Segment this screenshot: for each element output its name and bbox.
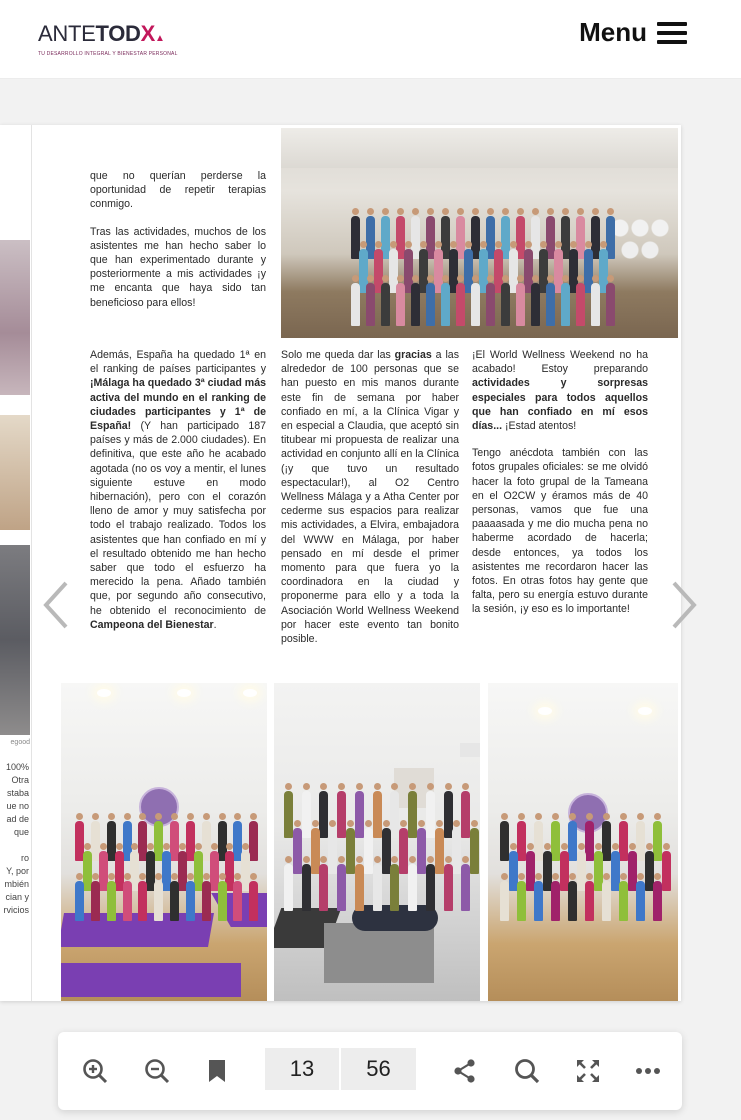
person-head	[382, 275, 389, 282]
prev-page-text: cian y	[5, 892, 29, 902]
person-figure	[91, 881, 100, 921]
person-head	[472, 208, 479, 215]
person-figure	[426, 791, 435, 838]
person-head	[502, 208, 509, 215]
previous-page-button[interactable]	[42, 580, 70, 630]
person-head	[219, 813, 226, 820]
person-head	[502, 275, 509, 282]
person-head	[397, 275, 404, 282]
person-head	[250, 873, 257, 880]
person-head	[427, 856, 434, 863]
article-paragraph: Tras las actividades, muchos de los asistentes me han hecho saber lo que han experimentado durante y posteriormente a mis actividades ¡y me encanta que haya sido tan beneficioso para ellos!	[90, 225, 266, 309]
article-column-3: ¡El World Wellness Weekend no ha acabado! Estoy preparando actividades y sorpresas especiales para todos aquellos que han confiado en mí esos días... ¡Estad atentos! Tengo anécdota también con las fotos grupales oficiales: se me olvidó hacer la foto grupal de la Tameana en el O2CW y éramos más de 40 personas, vamos que fue una paaaasada y me dio mucha pena no haberme acordado de hacerla; desde entonces, ya todos los asistentes me recordaron hacer las fotos. En otras fotos hay gente que falta, pero su energía estuvo durante la sesión, ¡y eso es lo importante!	[472, 349, 648, 616]
person-head	[518, 873, 525, 880]
person-head	[552, 813, 559, 820]
person-head	[629, 843, 636, 850]
person-head	[480, 241, 487, 248]
person-head	[600, 241, 607, 248]
group-photo-atha-1	[61, 683, 267, 1001]
prev-page-text: que	[13, 827, 29, 837]
person-head	[552, 873, 559, 880]
person-head	[405, 241, 412, 248]
person-figure	[591, 283, 600, 326]
person-figure	[531, 283, 540, 326]
person-head	[285, 783, 292, 790]
person-head	[234, 813, 241, 820]
person-figure	[452, 828, 461, 875]
person-head	[412, 208, 419, 215]
person-head	[250, 813, 257, 820]
person-head	[654, 813, 661, 820]
prev-page-text: ad de	[6, 814, 29, 824]
person-head	[124, 873, 131, 880]
person-figure	[653, 881, 662, 921]
person-figure	[364, 828, 373, 875]
person-figure	[426, 283, 435, 326]
person-figure	[568, 881, 577, 921]
person-figure	[218, 881, 227, 921]
person-head	[409, 856, 416, 863]
person-figure	[606, 283, 615, 326]
person-head	[462, 783, 469, 790]
person-figure	[561, 283, 570, 326]
person-head	[92, 873, 99, 880]
person-figure	[408, 791, 417, 838]
person-head	[100, 843, 107, 850]
person-figure	[154, 881, 163, 921]
person-figure	[534, 821, 543, 861]
magazine-page	[0, 125, 681, 1001]
person-head	[501, 813, 508, 820]
person-head	[360, 241, 367, 248]
person-head	[139, 813, 146, 820]
viewer-toolbar	[58, 1032, 682, 1110]
person-figure	[517, 881, 526, 921]
person-head	[219, 873, 226, 880]
prev-page-text: staba	[6, 788, 29, 798]
flipbook-viewer	[0, 80, 741, 1020]
person-head	[203, 873, 210, 880]
person-head	[518, 813, 525, 820]
person-head	[108, 873, 115, 880]
person-figure	[123, 881, 132, 921]
person-head	[555, 241, 562, 248]
person-head	[535, 873, 542, 880]
person-figure	[500, 881, 509, 921]
person-figure	[366, 283, 375, 326]
person-head	[171, 813, 178, 820]
menu-label: Menu	[579, 17, 647, 47]
person-figure	[426, 864, 435, 911]
article-column-1: Además, España ha quedado 1ª en el ranking de países participantes y ¡Málaga ha quedado 3ª ciudad más activa del mundo en el ranking de ciudades participantes y 1ª de España! (Y han participado 187 países y más de 2.000 ciudades). En definitiva, que este año he acabado agotada (no os voy a mentir, el lunes siguiente estuve en modo hibernación), pero con el corazón lleno de amor y muy satisfecha por todo el trabajo realizado. Todos los asistentes que han confiado en mí y el resultado obtenido me han hecho saber que todo el esfuerzo ha merecido la pena. Añado también que, por segundo año consecutivo, he obtenido el reconocimiento de Campeona del Bienestar.	[90, 349, 266, 631]
prev-page-text: ue no	[6, 801, 29, 811]
person-figure	[233, 881, 242, 921]
prev-page-text: rvicios	[3, 905, 29, 915]
person-figure	[328, 828, 337, 875]
person-head	[294, 820, 301, 827]
person-figure	[390, 791, 399, 838]
person-head	[374, 783, 381, 790]
person-head	[382, 208, 389, 215]
person-head	[612, 843, 619, 850]
person-head	[465, 241, 472, 248]
person-figure	[381, 283, 390, 326]
person-head	[517, 208, 524, 215]
person-head	[585, 241, 592, 248]
person-head	[420, 241, 427, 248]
person-head	[108, 813, 115, 820]
person-head	[375, 241, 382, 248]
person-head	[92, 813, 99, 820]
person-head	[457, 275, 464, 282]
person-head	[84, 843, 91, 850]
person-head	[397, 208, 404, 215]
person-head	[383, 820, 390, 827]
more-options-button[interactable]	[631, 1054, 665, 1088]
person-figure	[636, 881, 645, 921]
prev-page-photo	[0, 240, 30, 395]
person-head	[374, 856, 381, 863]
person-head	[445, 856, 452, 863]
person-figure	[551, 821, 560, 861]
person-head	[620, 873, 627, 880]
zoom-in-icon	[81, 1057, 109, 1085]
article-paragraph: que no querían perderse la oportunidad de repetir terapias conmigo.	[90, 170, 266, 211]
person-figure	[456, 283, 465, 326]
person-figure	[355, 864, 364, 911]
person-figure	[202, 881, 211, 921]
person-head	[547, 208, 554, 215]
person-head	[525, 241, 532, 248]
person-head	[320, 783, 327, 790]
chevron-left-icon	[42, 580, 70, 630]
person-figure	[619, 881, 628, 921]
person-head	[646, 843, 653, 850]
person-figure	[138, 881, 147, 921]
person-head	[586, 813, 593, 820]
person-figure	[355, 791, 364, 838]
article-column-2: Solo me queda dar las gracias a las alrededor de 100 personas que se han puesto en mis manos durante este fin de semana por haber confiado en mí, a la Clínica Vigar y en especial a Claudia, que aceptó sin titubear mi propuesta de realizar una actividad en conjunto allí en la Clínica (¡y que tuvo un resultado espectacular!), al O2 Centro Wellness Málaga y a Atha Center por cederme sus espacios para realizar mis actividades, a Elvira, embajadora del WWW en Málaga, por haber pensado en mí desde el primer momento para que fuera yo la coordinadora en la ciudad y proponerme para ello y a toda la Asociación World Wellness Weekend por hacer este evento tan bonito posible.	[281, 349, 459, 646]
person-head	[365, 820, 372, 827]
person-head	[427, 783, 434, 790]
person-head	[435, 241, 442, 248]
person-figure	[534, 881, 543, 921]
person-head	[603, 813, 610, 820]
person-figure	[516, 283, 525, 326]
group-photo-atha-2	[488, 683, 678, 1001]
person-head	[418, 820, 425, 827]
person-head	[487, 275, 494, 282]
person-figure	[585, 821, 594, 861]
person-head	[171, 873, 178, 880]
person-figure	[444, 864, 453, 911]
person-figure	[461, 791, 470, 838]
person-head	[620, 813, 627, 820]
person-head	[562, 275, 569, 282]
prev-page-text: Y, por	[6, 866, 29, 876]
person-head	[442, 275, 449, 282]
prev-page-text: mbién	[4, 879, 29, 889]
person-head	[562, 208, 569, 215]
person-figure	[249, 821, 258, 861]
person-head	[569, 813, 576, 820]
logo-tagline: TU DESARROLLO INTEGRAL Y BIENESTAR PERSONAL	[38, 51, 178, 57]
person-head	[320, 856, 327, 863]
person-head	[663, 843, 670, 850]
zoom-out-icon	[143, 1057, 171, 1085]
person-head	[352, 275, 359, 282]
person-head	[285, 856, 292, 863]
person-figure	[470, 828, 479, 875]
person-head	[495, 241, 502, 248]
person-head	[179, 843, 186, 850]
site-header	[0, 0, 741, 79]
person-head	[391, 856, 398, 863]
person-head	[607, 275, 614, 282]
site-logo[interactable]	[38, 22, 178, 57]
person-head	[462, 856, 469, 863]
person-figure	[517, 821, 526, 861]
person-head	[569, 873, 576, 880]
person-head	[445, 783, 452, 790]
person-figure	[75, 881, 84, 921]
person-head	[412, 275, 419, 282]
person-head	[472, 275, 479, 282]
person-head	[187, 813, 194, 820]
prev-page-text: 100%	[5, 762, 29, 772]
person-head	[367, 275, 374, 282]
person-head	[592, 275, 599, 282]
person-head	[603, 873, 610, 880]
person-figure	[653, 821, 662, 861]
person-figure	[186, 881, 195, 921]
person-figure	[444, 791, 453, 838]
person-figure	[311, 828, 320, 875]
share-button[interactable]	[448, 1054, 482, 1088]
person-figure	[619, 821, 628, 861]
person-figure	[337, 791, 346, 838]
person-figure	[396, 283, 405, 326]
person-figure	[576, 283, 585, 326]
article-column-1-top	[90, 169, 266, 323]
person-figure	[170, 881, 179, 921]
person-head	[303, 856, 310, 863]
person-head	[400, 820, 407, 827]
person-figure	[382, 828, 391, 875]
person-figure	[486, 283, 495, 326]
person-figure	[284, 791, 293, 838]
person-figure	[546, 283, 555, 326]
person-head	[116, 843, 123, 850]
person-head	[637, 813, 644, 820]
person-head	[312, 820, 319, 827]
total-pages: 56	[341, 1048, 416, 1090]
person-figure	[441, 283, 450, 326]
menu-button[interactable]	[579, 17, 687, 48]
person-head	[155, 813, 162, 820]
person-head	[391, 783, 398, 790]
person-head	[578, 843, 585, 850]
person-head	[453, 820, 460, 827]
person-figure	[417, 828, 426, 875]
bookmark-icon	[203, 1057, 231, 1085]
person-figure	[302, 864, 311, 911]
person-figure	[249, 881, 258, 921]
person-figure	[662, 851, 671, 891]
person-head	[352, 208, 359, 215]
person-head	[570, 241, 577, 248]
search-button[interactable]	[510, 1054, 544, 1088]
person-figure	[408, 864, 417, 911]
person-head	[457, 208, 464, 215]
group-photo-gym	[281, 128, 678, 338]
person-figure	[373, 791, 382, 838]
share-icon	[451, 1057, 479, 1085]
person-figure	[500, 821, 509, 861]
person-figure	[107, 881, 116, 921]
person-head	[544, 843, 551, 850]
zoom-out-button[interactable]	[140, 1054, 174, 1088]
person-head	[517, 275, 524, 282]
person-head	[442, 208, 449, 215]
prev-page-photo	[0, 415, 30, 530]
person-head	[436, 820, 443, 827]
bookmark-button[interactable]	[200, 1054, 234, 1088]
person-head	[347, 820, 354, 827]
logo-wordmark: ANTETODX▲	[38, 21, 165, 46]
person-figure	[411, 283, 420, 326]
group-photo-clinic	[274, 683, 480, 1001]
person-head	[356, 783, 363, 790]
person-figure	[302, 791, 311, 838]
person-head	[356, 856, 363, 863]
person-head	[532, 275, 539, 282]
person-head	[510, 241, 517, 248]
person-figure	[390, 864, 399, 911]
person-figure	[346, 828, 355, 875]
fullscreen-icon	[574, 1057, 602, 1085]
person-head	[535, 813, 542, 820]
person-figure	[319, 864, 328, 911]
person-figure	[293, 828, 302, 875]
person-head	[577, 208, 584, 215]
chevron-right-icon	[670, 580, 698, 630]
person-head	[390, 241, 397, 248]
person-head	[595, 843, 602, 850]
person-head	[561, 843, 568, 850]
person-figure	[501, 283, 510, 326]
person-figure	[636, 821, 645, 861]
prev-page-photo	[0, 545, 30, 735]
person-head	[527, 843, 534, 850]
person-head	[427, 208, 434, 215]
person-head	[540, 241, 547, 248]
person-figure	[585, 881, 594, 921]
previous-page-edge[interactable]	[0, 125, 32, 1001]
person-head	[76, 813, 83, 820]
current-page-input[interactable]: 13	[265, 1048, 339, 1090]
person-figure	[284, 864, 293, 911]
person-figure	[373, 864, 382, 911]
person-head	[607, 208, 614, 215]
zoom-in-button[interactable]	[78, 1054, 112, 1088]
person-head	[450, 241, 457, 248]
person-figure	[351, 283, 360, 326]
person-figure	[602, 881, 611, 921]
person-head	[547, 275, 554, 282]
person-head	[487, 208, 494, 215]
person-figure	[337, 864, 346, 911]
person-figure	[568, 821, 577, 861]
more-icon	[634, 1057, 662, 1085]
person-head	[367, 208, 374, 215]
person-head	[211, 843, 218, 850]
person-head	[654, 873, 661, 880]
person-head	[187, 873, 194, 880]
person-head	[510, 843, 517, 850]
person-figure	[461, 864, 470, 911]
search-icon	[513, 1057, 541, 1085]
person-head	[329, 820, 336, 827]
person-head	[409, 783, 416, 790]
person-head	[124, 813, 131, 820]
person-head	[592, 208, 599, 215]
person-figure	[602, 821, 611, 861]
prev-page-credit: egood	[10, 739, 30, 746]
prev-page-text: Otra	[11, 775, 29, 785]
person-head	[195, 843, 202, 850]
person-head	[338, 783, 345, 790]
next-page-button[interactable]	[670, 580, 698, 630]
hamburger-icon	[657, 22, 687, 44]
person-head	[303, 783, 310, 790]
person-head	[338, 856, 345, 863]
prev-page-text: ro	[20, 853, 29, 863]
fullscreen-button[interactable]	[571, 1054, 605, 1088]
person-figure	[551, 881, 560, 921]
person-head	[532, 208, 539, 215]
person-figure	[319, 791, 328, 838]
person-figure	[399, 828, 408, 875]
person-head	[471, 820, 478, 827]
person-head	[76, 873, 83, 880]
person-head	[586, 873, 593, 880]
person-head	[501, 873, 508, 880]
person-figure	[471, 283, 480, 326]
person-head	[203, 813, 210, 820]
person-head	[577, 275, 584, 282]
person-head	[637, 873, 644, 880]
person-figure	[435, 828, 444, 875]
person-head	[427, 275, 434, 282]
